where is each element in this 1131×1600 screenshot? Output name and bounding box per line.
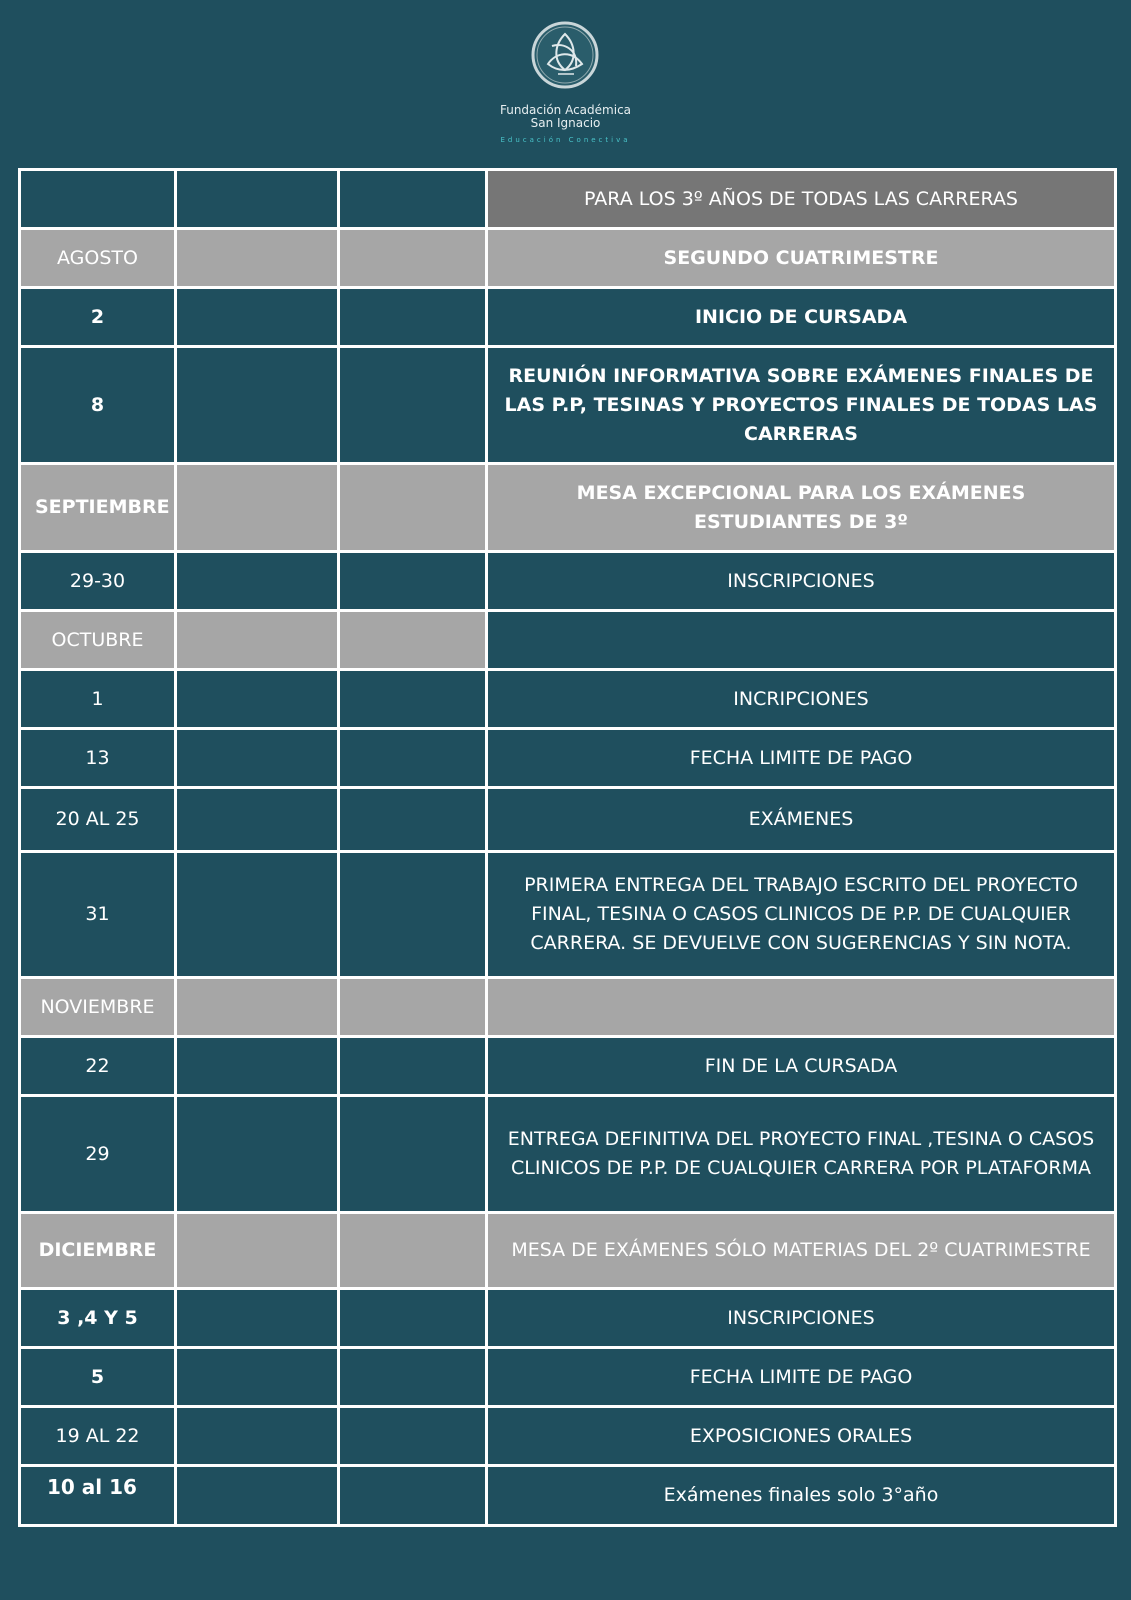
row-date: 29-30 bbox=[20, 552, 176, 611]
row-date: 1 bbox=[20, 670, 176, 729]
row-date: SEPTIEMBRE bbox=[20, 464, 176, 552]
table-cell bbox=[339, 1096, 487, 1213]
table-row bbox=[20, 1407, 1116, 1466]
table-title: PARA LOS 3º AÑOS DE TODAS LAS CARRERAS bbox=[487, 170, 1116, 229]
row-event: INSCRIPCIONES bbox=[487, 552, 1116, 611]
table-cell bbox=[339, 670, 487, 729]
table-cell bbox=[339, 852, 487, 978]
row-date: 31 bbox=[20, 852, 176, 978]
table-cell bbox=[339, 788, 487, 852]
row-event: REUNIÓN INFORMATIVA SOBRE EXÁMENES FINALES DE LAS P.P, TESINAS Y PROYECTOS FINALES DE TODAS LAS CARRERAS bbox=[487, 347, 1116, 464]
row-date: OCTUBRE bbox=[20, 611, 176, 670]
row-date: 20 AL 25 bbox=[20, 788, 176, 852]
row-event bbox=[487, 978, 1116, 1037]
table-cell bbox=[339, 229, 487, 288]
row-event: MESA EXCEPCIONAL PARA LOS EXÁMENES ESTUDIANTES DE 3º bbox=[487, 464, 1116, 552]
table-cell bbox=[339, 1037, 487, 1096]
table-cell bbox=[339, 170, 487, 229]
row-date: 22 bbox=[20, 1037, 176, 1096]
table-cell bbox=[339, 1407, 487, 1466]
row-date: 13 bbox=[20, 729, 176, 788]
row-date: NOVIEMBRE bbox=[20, 978, 176, 1037]
table-cell bbox=[176, 788, 339, 852]
row-date: 10 al 16 bbox=[20, 1466, 176, 1526]
row-event: FECHA LIMITE DE PAGO bbox=[487, 1348, 1116, 1407]
table-row bbox=[20, 978, 1116, 1037]
table-cell bbox=[176, 170, 339, 229]
table-row bbox=[20, 229, 1116, 288]
table-cell bbox=[339, 978, 487, 1037]
table-cell bbox=[339, 1289, 487, 1348]
table-cell bbox=[176, 464, 339, 552]
page-header bbox=[0, 0, 1131, 160]
table-cell bbox=[176, 229, 339, 288]
row-event: FECHA LIMITE DE PAGO bbox=[487, 729, 1116, 788]
row-date: 2 bbox=[20, 288, 176, 347]
row-event: FIN DE LA CURSADA bbox=[487, 1037, 1116, 1096]
row-event: PRIMERA ENTREGA DEL TRABAJO ESCRITO DEL PROYECTO FINAL, TESINA O CASOS CLINICOS DE P.P. DE CUALQUIER CARRERA. SE DEVUELVE CON SUGERENCIAS Y SIN NOTA. bbox=[487, 852, 1116, 978]
table-cell bbox=[339, 347, 487, 464]
table-cell bbox=[339, 1466, 487, 1526]
table-row bbox=[20, 1348, 1116, 1407]
table-row bbox=[20, 1213, 1116, 1289]
table-row bbox=[20, 1466, 1116, 1526]
table-row bbox=[20, 852, 1116, 978]
row-date: 29 bbox=[20, 1096, 176, 1213]
table-cell bbox=[339, 729, 487, 788]
table-cell bbox=[176, 1466, 339, 1526]
table-cell bbox=[339, 1213, 487, 1289]
table-cell bbox=[176, 1037, 339, 1096]
table-cell bbox=[339, 464, 487, 552]
table-row bbox=[20, 552, 1116, 611]
row-date: 8 bbox=[20, 347, 176, 464]
table-cell bbox=[339, 552, 487, 611]
table-cell bbox=[339, 611, 487, 670]
table-cell bbox=[176, 852, 339, 978]
row-event: ENTREGA DEFINITIVA DEL PROYECTO FINAL ,TESINA O CASOS CLINICOS DE P.P. DE CUALQUIER CARRERA POR PLATAFORMA bbox=[487, 1096, 1116, 1213]
table-cell bbox=[176, 288, 339, 347]
row-event: SEGUNDO CUATRIMESTRE bbox=[487, 229, 1116, 288]
table-cell bbox=[176, 1348, 339, 1407]
organization-name-line2: San Ignacio bbox=[530, 116, 601, 130]
row-date: AGOSTO bbox=[20, 229, 176, 288]
table-row bbox=[20, 347, 1116, 464]
table-row bbox=[20, 288, 1116, 347]
table-cell bbox=[339, 1348, 487, 1407]
table-title-row bbox=[20, 170, 1116, 229]
row-event: EXÁMENES bbox=[487, 788, 1116, 852]
table-cell bbox=[176, 729, 339, 788]
organization-name-line1: Fundación Académica bbox=[499, 103, 632, 117]
row-event: INSCRIPCIONES bbox=[487, 1289, 1116, 1348]
row-date: DICIEMBRE bbox=[20, 1213, 176, 1289]
row-date: 5 bbox=[20, 1348, 176, 1407]
table-cell bbox=[20, 170, 176, 229]
table-row bbox=[20, 611, 1116, 670]
row-event: Exámenes finales solo 3°año bbox=[487, 1466, 1116, 1526]
table-row bbox=[20, 788, 1116, 852]
table-cell bbox=[176, 347, 339, 464]
row-date: 19 AL 22 bbox=[20, 1407, 176, 1466]
organization-name bbox=[0, 104, 1131, 130]
table-cell bbox=[176, 978, 339, 1037]
foundation-logo-icon bbox=[530, 20, 600, 90]
table-cell bbox=[176, 1407, 339, 1466]
table-cell bbox=[176, 670, 339, 729]
calendar-table bbox=[18, 168, 1117, 1527]
table-cell bbox=[176, 611, 339, 670]
table-cell bbox=[339, 288, 487, 347]
row-event: EXPOSICIONES ORALES bbox=[487, 1407, 1116, 1466]
table-row bbox=[20, 1037, 1116, 1096]
row-event: MESA DE EXÁMENES SÓLO MATERIAS DEL 2º CUATRIMESTRE bbox=[487, 1213, 1116, 1289]
row-event bbox=[487, 611, 1116, 670]
table-cell bbox=[176, 1213, 339, 1289]
table-cell bbox=[176, 1289, 339, 1348]
table-row bbox=[20, 670, 1116, 729]
row-date: 3 ,4 Y 5 bbox=[20, 1289, 176, 1348]
table-cell bbox=[176, 552, 339, 611]
table-cell bbox=[176, 1096, 339, 1213]
table-row bbox=[20, 729, 1116, 788]
row-event: INICIO DE CURSADA bbox=[487, 288, 1116, 347]
table-row bbox=[20, 1289, 1116, 1348]
table-row bbox=[20, 464, 1116, 552]
row-event: INCRIPCIONES bbox=[487, 670, 1116, 729]
table-row bbox=[20, 1096, 1116, 1213]
organization-tagline: Educación Conectiva bbox=[500, 136, 631, 144]
